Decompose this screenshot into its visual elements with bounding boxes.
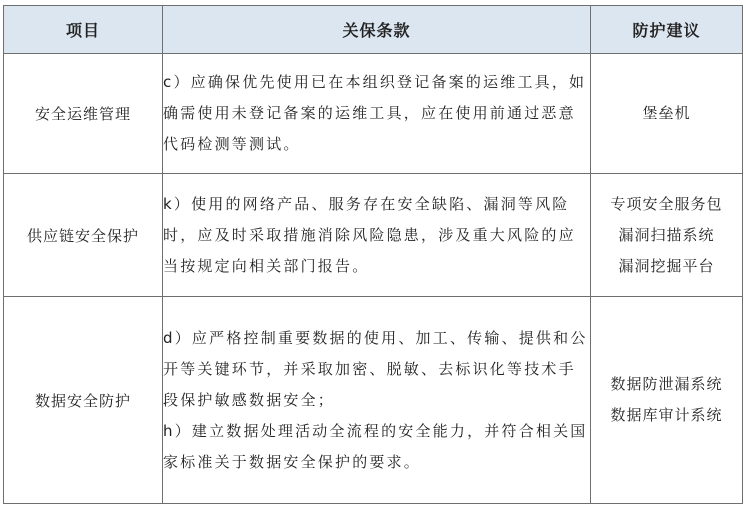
table-row — [4, 297, 743, 504]
header-advice: 防护建议 — [591, 6, 743, 54]
advice-line: 漏洞扫描系统 — [618, 225, 715, 244]
header-item: 项目 — [4, 6, 163, 54]
clause-paragraph: k）使用的网络产品、服务存在安全缺陷、漏洞等风险时，应及时采取措施消除风险隐患，涉及重大风险的应当按规定向相关部门报告。 — [163, 194, 576, 275]
header-clause: 关保条款 — [163, 6, 591, 54]
advice-line: 数据库审计系统 — [610, 406, 723, 424]
advice-line: 专项安全服务包 — [610, 194, 723, 213]
row-advice — [591, 54, 743, 174]
row-clause — [163, 174, 591, 297]
table-header-row — [4, 6, 743, 54]
table-row — [4, 174, 743, 297]
row-item: 供应链安全保护 — [4, 174, 163, 297]
row-clause — [163, 54, 591, 174]
row-advice — [591, 174, 743, 297]
advice-line: 数据防泄漏系统 — [610, 375, 723, 393]
advice-line: 漏洞挖掘平台 — [618, 256, 715, 275]
row-item: 数据安全防护 — [4, 297, 163, 504]
compliance-table — [3, 5, 743, 504]
clause-paragraph: h）建立数据处理活动全流程的安全能力，并符合相关国家标准关于数据安全保护的要求。 — [163, 421, 588, 471]
row-advice — [591, 297, 743, 504]
advice-line: 堡垒机 — [642, 104, 691, 122]
table-row — [4, 54, 743, 174]
row-item: 安全运维管理 — [4, 54, 163, 174]
clause-paragraph: c）应确保优先使用已在本组织登记备案的运维工具，如确需使用未登记备案的运维工具，应在使用前通过恶意代码检测等测试。 — [163, 73, 587, 153]
clause-paragraph: d）应严格控制重要数据的使用、加工、传输、提供和公开等关键环节，并采取加密、脱敏、去标识化等技术手段保护敏感数据安全； — [163, 328, 588, 409]
row-clause — [163, 297, 591, 504]
